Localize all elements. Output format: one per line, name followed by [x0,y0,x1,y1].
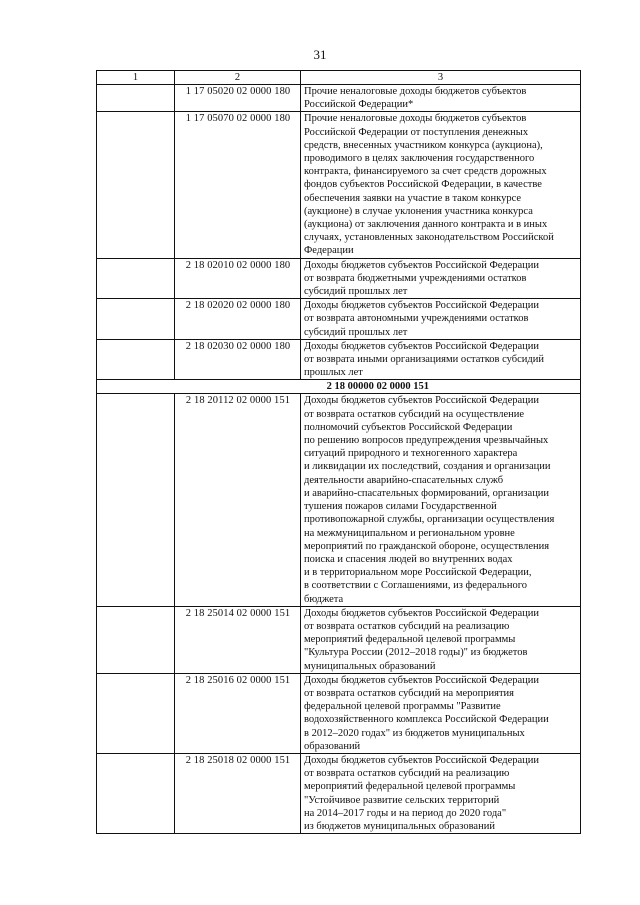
budget-code-cell: 2 18 25016 02 0000 151 [175,673,301,753]
budget-code-cell: 1 17 05070 02 0000 180 [175,112,301,258]
table-row [97,258,581,299]
row-col1-cell [97,753,175,833]
budget-code-cell: 2 18 02030 02 0000 180 [175,339,301,380]
row-col1-cell [97,112,175,258]
table-row [97,394,581,606]
description-cell: Доходы бюджетов субъектов Российской Федерации от возврата автономными учреждениями остатков субсидий прошлых лет [301,299,581,340]
table-row [97,339,581,380]
description-cell: Доходы бюджетов субъектов Российской Федерации от возврата остатков субсидий на осуществление полномочий субъектов Российской Федерации по решению вопросов предупреждения чрезвычайных ситуаций природного и техногенного характера и ликвидации их последствий, создания и организации деятельности аварийно-спасательных служб и аварийно-спасательных формирований, организации тушения пожаров силами Государственной противопожарной службы, организации осуществления на межмуниципальном и региональном уровне мероприятий по гражданской обороне, осуществления поиска и спасения людей во внутренних водах и в территориальном море Российской Федерации, в соответствии с Соглашениями, из федерального бюджета [301,394,581,606]
header-col-1: 1 [97,71,175,85]
row-col1-cell [97,394,175,606]
description-cell: Доходы бюджетов субъектов Российской Федерации от возврата остатков субсидий на реализацию мероприятий федеральной целевой программы "Культура России (2012–2018 годы)" из бюджетов муниципальных образований [301,606,581,673]
budget-code-cell: 2 18 25014 02 0000 151 [175,606,301,673]
table-header-row [97,71,581,85]
description-cell: Прочие неналоговые доходы бюджетов субъектов Российской Федерации от поступления денежных средств, внесенных участником конкурса (аукциона), проводимого в целях заключения государственного контракта, финансируемого за счет средств дорожных фондов субъектов Российской Федерации, в качестве обеспечения заявки на участие в таком конкурсе (аукционе) в случае уклонения участника конкурса (аукциона) от заключения данного контракта и в иных случаях, установленных законодательством Российской Федерации [301,112,581,258]
description-cell: Доходы бюджетов субъектов Российской Федерации от возврата остатков субсидий на мероприятия федеральной целевой программы "Развитие водохозяйственного комплекса Российской Федерации в 2012–2020 годах" из бюджетов муниципальных образований [301,673,581,753]
header-col-3: 3 [301,71,581,85]
row-col1-cell [97,339,175,380]
table-row [97,606,581,673]
budget-code-cell: 2 18 20112 02 0000 151 [175,394,301,606]
table-row [97,299,581,340]
description-cell: Доходы бюджетов субъектов Российской Федерации от возврата бюджетными учреждениями остатков субсидий прошлых лет [301,258,581,299]
budget-code-cell: 2 18 25018 02 0000 151 [175,753,301,833]
row-col1-cell [97,606,175,673]
row-col1-cell [97,299,175,340]
revenue-codes-table [96,70,581,834]
section-code: 2 18 00000 02 0000 151 [175,380,581,394]
page-number: 31 [313,47,327,62]
section-spacer-cell [97,380,175,394]
budget-code-cell: 1 17 05020 02 0000 180 [175,85,301,112]
table-row [97,753,581,833]
description-cell: Прочие неналоговые доходы бюджетов субъектов Российской Федерации* [301,85,581,112]
table-row [97,112,581,258]
budget-code-cell: 2 18 02010 02 0000 180 [175,258,301,299]
table-row [97,673,581,753]
budget-code-cell: 2 18 02020 02 0000 180 [175,299,301,340]
row-col1-cell [97,258,175,299]
table-row [97,85,581,112]
section-header-row [97,380,581,394]
row-col1-cell [97,673,175,753]
description-cell: Доходы бюджетов субъектов Российской Федерации от возврата иными организациями остатков субсидий прошлых лет [301,339,581,380]
row-col1-cell [97,85,175,112]
description-cell: Доходы бюджетов субъектов Российской Федерации от возврата остатков субсидий на реализацию мероприятий федеральной целевой программы "Устойчивое развитие сельских территорий на 2014–2017 годы и на период до 2020 года" из бюджетов муниципальных образований [301,753,581,833]
header-col-2: 2 [175,71,301,85]
